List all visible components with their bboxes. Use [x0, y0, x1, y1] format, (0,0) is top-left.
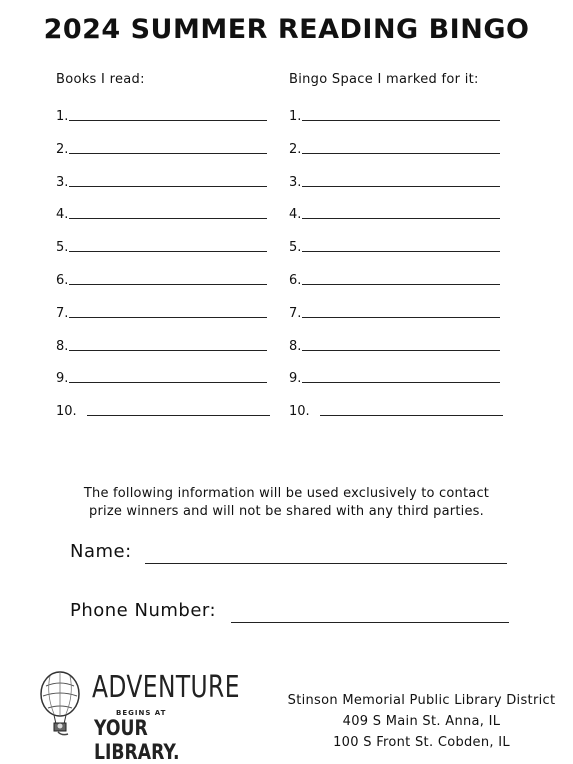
bingo-space-field[interactable]	[302, 185, 500, 187]
book-entry-row	[56, 135, 267, 157]
book-entry-row	[56, 102, 267, 124]
adventure-logo	[36, 666, 246, 764]
book-title-field[interactable]	[69, 283, 267, 285]
book-entry-row	[56, 397, 270, 419]
book-entry-number: 4.	[56, 207, 69, 222]
bingo-space-row	[289, 168, 500, 190]
bingo-space-number: 7.	[289, 306, 302, 321]
book-entry-number: 9.	[56, 371, 69, 386]
bingo-space-field[interactable]	[302, 316, 500, 318]
logo-subtitle: BEGINS AT	[116, 709, 167, 717]
bingo-space-number: 9.	[289, 371, 302, 386]
book-entry-number: 1.	[56, 109, 69, 124]
book-title-field[interactable]	[69, 316, 267, 318]
bingo-space-row	[289, 332, 500, 354]
bingo-space-number: 3.	[289, 175, 302, 190]
bingo-space-field[interactable]	[302, 152, 500, 154]
book-title-field[interactable]	[69, 217, 267, 219]
book-title-field[interactable]	[87, 414, 270, 416]
bingo-space-field[interactable]	[302, 250, 500, 252]
bingo-space-number: 4.	[289, 207, 302, 222]
bingo-space-number: 10.	[289, 404, 310, 419]
privacy-note-line: The following information will be used exclusively to contact	[83, 486, 490, 501]
book-entry-number: 7.	[56, 306, 69, 321]
library-address-1: 409 S Main St. Anna, IL	[342, 714, 501, 729]
library-info	[270, 690, 573, 753]
phone-label: Phone Number:	[70, 600, 217, 621]
book-entry-row	[56, 168, 267, 190]
book-title-field[interactable]	[69, 119, 267, 121]
bingo-space-field[interactable]	[302, 283, 500, 285]
book-title-field[interactable]	[69, 381, 267, 383]
bingo-space-number: 1.	[289, 109, 302, 124]
bingo-space-number: 6.	[289, 273, 302, 288]
book-entry-number: 6.	[56, 273, 69, 288]
book-title-field[interactable]	[69, 185, 267, 187]
bingo-space-row	[289, 102, 500, 124]
bingo-space-number: 2.	[289, 142, 302, 157]
book-entry-row	[56, 364, 267, 386]
bingo-space-row	[289, 200, 500, 222]
bingo-space-row	[289, 233, 500, 255]
bingo-space-field[interactable]	[302, 119, 500, 121]
book-entry-number: 10.	[56, 404, 77, 419]
book-entry-number: 8.	[56, 339, 69, 354]
bingo-space-number: 8.	[289, 339, 302, 354]
book-title-field[interactable]	[69, 250, 267, 252]
bingo-space-number: 5.	[289, 240, 302, 255]
book-entry-number: 5.	[56, 240, 69, 255]
library-name: Stinson Memorial Public Library District	[287, 693, 556, 708]
book-entry-row	[56, 233, 267, 255]
bingo-space-row	[289, 299, 500, 321]
bingo-space-field[interactable]	[302, 217, 500, 219]
page-title: 2024 SUMMER READING BINGO	[43, 14, 530, 45]
hot-air-balloon-icon	[36, 666, 96, 742]
book-title-field[interactable]	[69, 152, 267, 154]
bingo-space-column-header: Bingo Space I marked for it:	[289, 72, 479, 87]
logo-title: ADVENTURE	[92, 670, 240, 705]
book-entry-row	[56, 299, 267, 321]
books-column-header: Books I read:	[56, 72, 145, 87]
privacy-note-line: prize winners and will not be shared with any third parties.	[89, 504, 484, 519]
bingo-space-row	[289, 364, 500, 386]
phone-field[interactable]	[231, 621, 509, 623]
name-field[interactable]	[145, 562, 507, 564]
library-address-2: 100 S Front St. Cobden, IL	[333, 735, 510, 750]
book-entry-number: 3.	[56, 175, 69, 190]
book-entry-row	[56, 200, 267, 222]
bingo-space-row	[289, 397, 503, 419]
bingo-space-field[interactable]	[302, 381, 500, 383]
book-entry-number: 2.	[56, 142, 69, 157]
bingo-space-row	[289, 266, 500, 288]
book-entry-row	[56, 266, 267, 288]
bingo-space-field[interactable]	[302, 349, 500, 351]
bingo-space-field[interactable]	[320, 414, 503, 416]
bingo-space-row	[289, 135, 500, 157]
book-entry-row	[56, 332, 267, 354]
book-title-field[interactable]	[69, 349, 267, 351]
name-label: Name:	[70, 541, 132, 562]
logo-tagline: YOUR LIBRARY.	[94, 716, 180, 764]
privacy-note	[40, 485, 533, 521]
